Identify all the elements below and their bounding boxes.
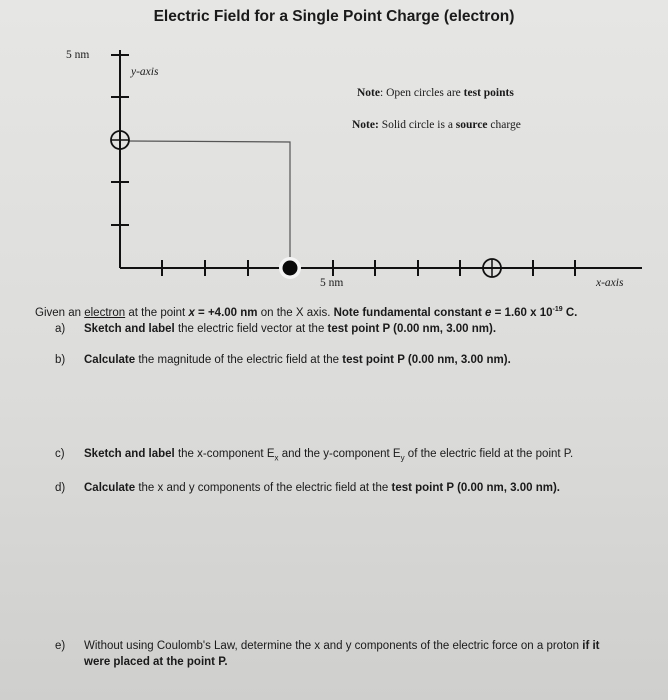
question-b: b) Calculate the magnitude of the electric field at the test point P (0.00 nm, 3.00 nm). bbox=[55, 354, 511, 366]
y-scale-label: 5 nm bbox=[66, 49, 90, 61]
x-scale-label: 5 nm bbox=[320, 277, 344, 289]
problem-intro: Given an electron at the point x = +4.00 nm on the X axis. Note fundamental constant e = 1.60 x $10^{-19}$ C. bbox=[35, 306, 578, 319]
page-title: Electric Field for a Single Point Charge (electron) bbox=[153, 8, 515, 25]
question-a: a) Sketch and label the electric field vector at the test point P (0.00 nm, 3.00 nm). bbox=[55, 323, 497, 335]
y-axis-label: y-axis bbox=[131, 66, 159, 78]
note-source-charge: Note: Solid circle is a source charge bbox=[352, 119, 521, 131]
charge-diagram bbox=[0, 0, 668, 300]
question-e: e) Without using Coulomb's Law, determine the x and y components of the electric force on a proton if it were placed at the point P. bbox=[55, 640, 600, 668]
test-point-p-icon bbox=[111, 131, 129, 149]
source-charge-icon bbox=[279, 257, 301, 279]
question-c: c) Sketch and label the x-component $E_x$ and the y-component $E_y$ of the electric field at the point P. bbox=[55, 448, 574, 463]
question-d: d) Calculate the x and y components of the electric field at the test point P (0.00 nm, 3.00 nm). bbox=[55, 482, 560, 494]
x-axis-label: x-axis bbox=[596, 277, 624, 289]
note-test-points: Note: Open circles are test points bbox=[357, 87, 514, 99]
